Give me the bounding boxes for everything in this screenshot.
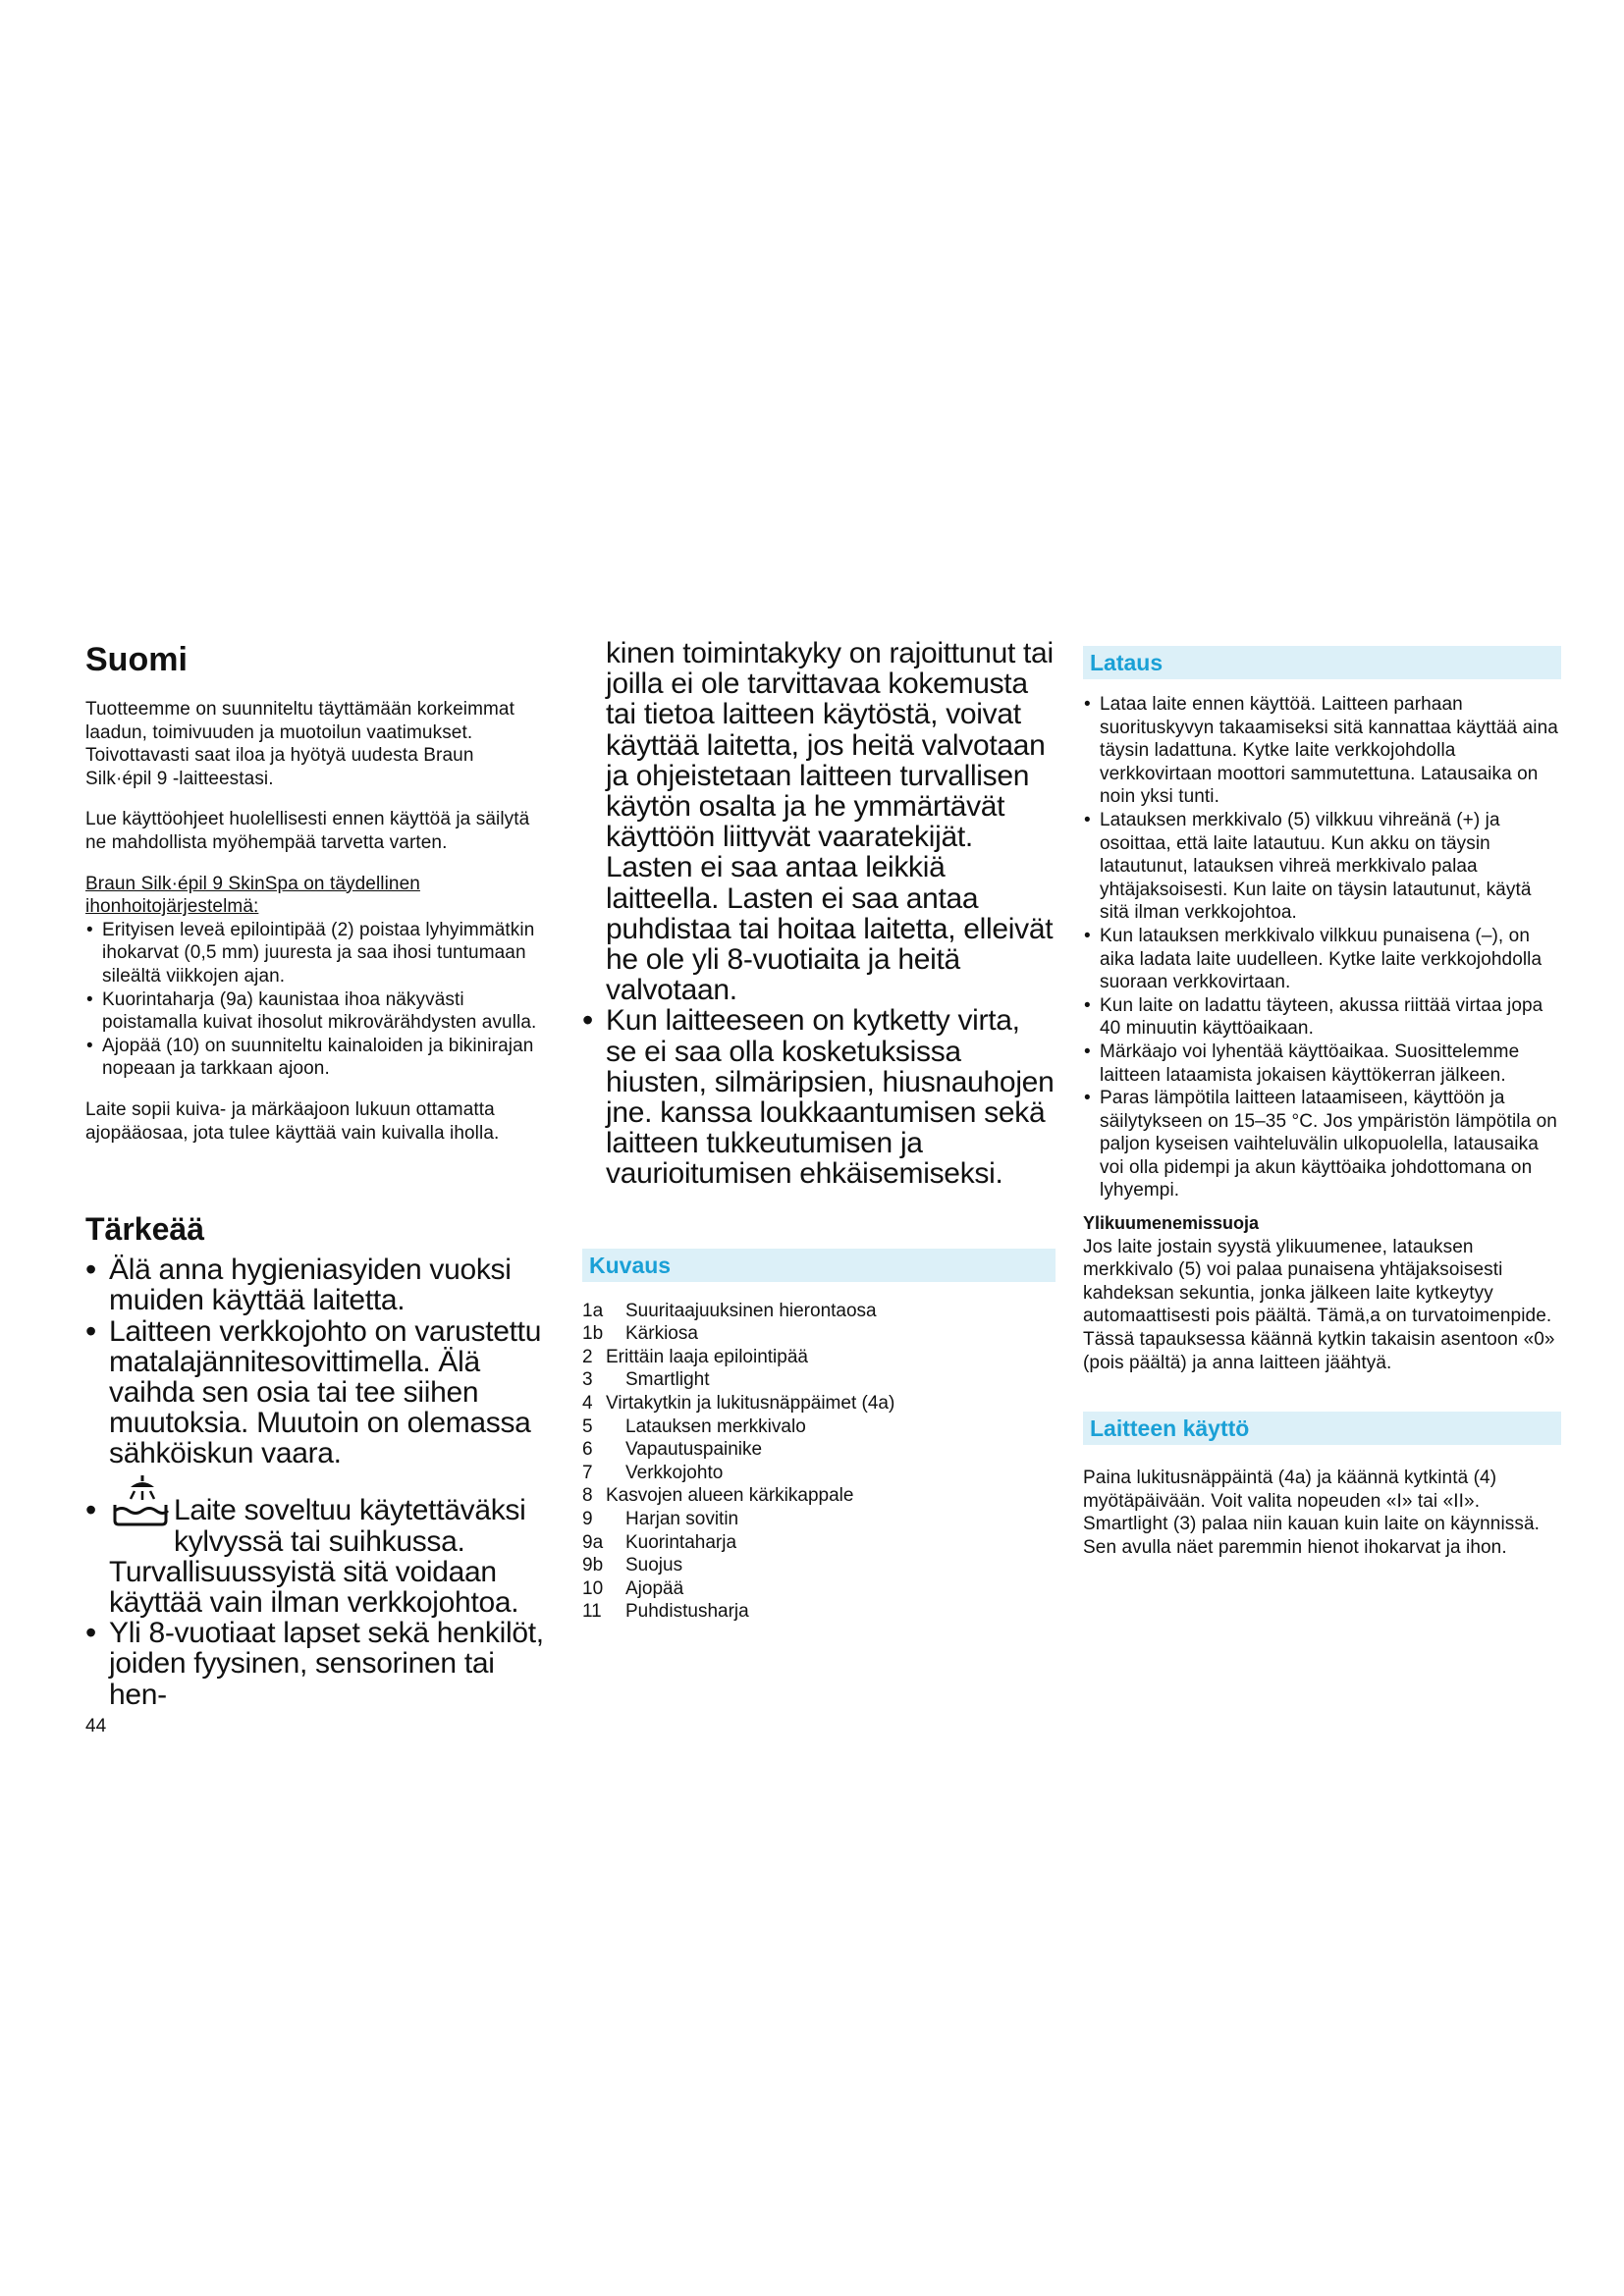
list-item: • Lataa laite ennen käyttöä. Laitteen parhaan suorituskyvyn takaamiseksi sitä kannattaa käyttää aina täysin ladattuna. Kytke laite verkkojohdolla verkkovirtaan moottori sammutettuna. Latausaika on noin yksi tunti. [1083, 693, 1561, 809]
children-continued: kinen toimintakyky on rajoittunut tai joilla ei ole tarvittavaa kokemusta tai tietoa laitteen käytöstä, voivat käyttää laitetta, jos heitä valvotaan ja ohjeistetaan laitteen turvallisen käytön osalta ja he ymmärtävät käyttöön liittyvät vaaratekijät. Lasten ei saa antaa leikkiä laitteella. Lasten ei saa antaa puhdistaa tai hoitaa laitetta, elleivät he ole yli 8-vuotiaita ja heitä valvotaan. [606, 637, 1054, 1007]
list-item: • Älä anna hygieniasyiden vuoksi muiden käyttää laitetta. [85, 1255, 545, 1315]
list-item: • Kun laitteeseen on kytketty virta, se ei saa olla kosketuksissa hiusten, silmäripsien, hiusnauhojen jne. kanssa loukkaantumisen sekä laitteen tukkeutumisen ja vaurioitumisen ehkäisemiseksi. [582, 1005, 1056, 1189]
bath-warning-row: • Laite soveltuu käytettäväksi [85, 1469, 545, 1526]
part-item: 7 Verkkojohto [582, 1462, 724, 1483]
part-item: 10 Ajopää [582, 1577, 684, 1599]
page-title: Suomi [85, 641, 188, 678]
part-item: 6 Vapautuspainike [582, 1439, 763, 1461]
column-right [1083, 646, 1561, 1577]
bath-rest: Turvallisuussyistä sitä voidaan käyttää vain ilman verkkojohtoa. [109, 1555, 519, 1619]
list-item: • Ajopää (10) on suunniteltu kainaloiden ja bikinirajan nopeaan ja tarkkaan ajoon. [85, 1035, 545, 1081]
list-item: • Kun latauksen merkkivalo vilkkuu punaisena (–), on aika ladata laite uudelleen. Kytke laite verkkojohdolla suoraan verkkovirtaan. [1083, 925, 1561, 994]
system-list [85, 919, 545, 1081]
column-left [85, 643, 545, 1737]
intro-paragraph: Tuotteemme on suunniteltu täyttämään korkeimmat laadun, toimivuuden ja muotoilun vaatimukset. Toivottavasti saat iloa ja hyötyä uudesta Braun Silk·épil 9 -laitteestasi. [85, 699, 514, 789]
overheat-title: Ylikuumenemissuoja [1083, 1213, 1260, 1234]
lataus-section [1083, 693, 1561, 1202]
part-item: 9a Kuorintaharja [582, 1531, 737, 1553]
overheat-paragraph: Jos laite jostain syystä ylikuumenee, latauksen merkkivalo (5) voi palaa punaisena yhtäjaksoisesti kahdeksan sekuntia, jonka jälkeen laite kytkeytyy automaattisesti pois päältä. Tämä,a on turvatoimenpide. Tässä tapauksessa käännä kytkin takaisin asentoon «0» (pois päältä) ja anna laitteen jäähtyä. [1083, 1236, 1555, 1373]
list-item: • Märkäajo voi lyhentää käyttöaikaa. Suosittelemme laitteen lataamista jokaisen käyttökerran jälkeen. [1083, 1041, 1561, 1087]
part-item: 8 Kasvojen alueen kärkikappale [582, 1485, 854, 1507]
important-section [85, 1255, 545, 1710]
column-middle [582, 638, 1056, 1624]
children-list [85, 1618, 545, 1710]
part-item: 3 Smartlight [582, 1369, 710, 1391]
system-section [85, 873, 545, 1081]
read-instructions-paragraph: Lue käyttöohjeet huolellisesti ennen käyttöä ja säilytä ne mahdollista myöhempää tarvetta varten. [85, 809, 530, 853]
system-heading: Braun Silk·épil 9 SkinSpa on täydellinen ihonhoitojärjestelmä: [85, 873, 420, 918]
part-item: 2 Erittäin laaja epilointipää [582, 1346, 808, 1367]
important-list [85, 1255, 545, 1468]
section-header-lataus: Lataus [1083, 646, 1561, 679]
usage-paragraph: Paina lukitusnäppäintä (4a) ja käännä kytkintä (4) myötäpäivään. Voit valita nopeuden «I» tai «II». Smartlight (3) palaa niin kauan kuin laite on käynnissä. Sen avulla näet paremmin hienot ihokarvat ja ihon. [1083, 1468, 1541, 1558]
section-header-usage: Laitteen käyttö [1083, 1412, 1561, 1445]
part-item: 1a Suuritaajuuksinen hierontaosa [582, 1300, 877, 1321]
bath-line-1: Laite soveltuu käytettäväksi [174, 1494, 526, 1527]
page-number: 44 [85, 1715, 107, 1736]
section-header-kuvaus: Kuvaus [582, 1249, 1056, 1282]
important-title: Tärkeää [85, 1211, 204, 1248]
part-item: 11 Puhdistusharja [582, 1601, 749, 1623]
list-item: • Latauksen merkkivalo (5) vilkkuu vihreänä (+) ja osoittaa, että laite latautuu. Kun akku on täysin latautunut, latauksen vihreä merkkivalo palaa yhtäjaksoisesti. Kun laite on täysin latautunut, käytä sitä ilman verkkojohtoa. [1083, 809, 1561, 925]
part-item: 9b Suojus [582, 1555, 683, 1576]
lataus-list [1083, 693, 1561, 1202]
parts-list [582, 1300, 1056, 1624]
wet-dry-paragraph: Laite sopii kuiva- ja märkäajoon lukuun ottamatta ajopääosaa, jota tulee käyttää vain kuivalla iholla. [85, 1098, 500, 1144]
list-item: • Erityisen leveä epilointipää (2) poistaa lyhyimmätkin ihokarvat (0,5 mm) juuresta ja saa ihosi tuntumaan sileältä viikkojen ajan. [85, 919, 545, 988]
list-item: • Kuorintaharja (9a) kaunistaa ihoa näkyvästi poistamalla kuivat ihosolut mikrovärähdysten avulla. [85, 988, 545, 1035]
part-item: 9 Harjan sovitin [582, 1509, 739, 1529]
part-item: 1b Kärkiosa [582, 1323, 698, 1345]
list-item: • Paras lämpötila laitteen lataamiseen, käyttöön ja säilytykseen on 15–35 °C. Jos ympäristön lämpötila on paljon kyseisen vaihteluvälin ulkopuolella, latausaika voi olla pidempi ja akun käyttöaika johdottomana on lyhyempi. [1083, 1087, 1561, 1202]
list-item: • Yli 8-vuotiaat lapset sekä henkilöt, joiden fyysinen, sensorinen tai hen- [85, 1618, 545, 1710]
list-item: • Laitteen verkkojohto on varustettu matalajännitesovittimella. Älä vaihda sen osia tai tee siihen muutoksia. Muutoin on olemassa sähköiskun vaara. [85, 1316, 545, 1469]
bath-shower-icon [109, 1469, 170, 1526]
list-item: • Kun laite on ladattu täyteen, akussa riittää virtaa jopa 40 minuutin käyttöaikaan. [1083, 994, 1561, 1041]
switched-on-section [582, 1005, 1056, 1189]
part-item: 5 Latauksen merkkivalo [582, 1415, 806, 1437]
bath-line-2: kylvyssä tai suihkussa. [174, 1524, 465, 1558]
part-item: 4 Virtakytkin ja lukitusnäppäimet (4a) [582, 1393, 895, 1415]
